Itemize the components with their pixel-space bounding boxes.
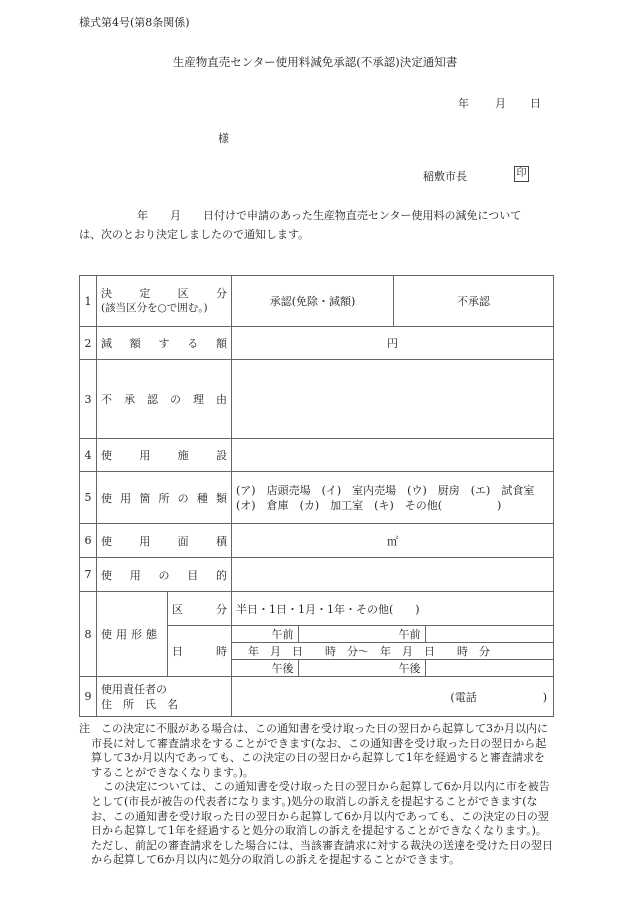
row-label: 不 承 認 の 理 由	[97, 360, 232, 439]
note-paragraph-2-text: この決定については、この通知書を受け取った日の翌日から起算して6か月以内に市を被告として(市長が被告の代表者になります。)処分の取消しの訴えを提起することができます(なお、この通知書を受け取った日の翌日から起算して6か月以内であっても、この決定の日の翌日から起算して1年を経過すると処分の取消しの訴えを提起することができなくなります。)。ただし、前記の審査請求をした場合には、当該審査請求に対する裁決の送達を受けた日の翌日から起算して6か月以内に処分の取消しの訴えを提起することができます。	[91, 780, 553, 867]
am-spacer	[425, 626, 553, 643]
row-label: 使 用 面 積	[97, 524, 232, 558]
end-pm[interactable]: 午後	[298, 660, 425, 677]
addressee-suffix: 様	[218, 132, 229, 145]
responsible-person-field[interactable]	[232, 677, 554, 717]
usage-area-options-2: (オ) 倉庫 (カ) 加工室 (キ) その他( )	[236, 498, 502, 512]
table-row	[80, 327, 554, 360]
intro-line-2: は、次のとおり決定しましたので通知します。	[79, 228, 310, 241]
start-am[interactable]: 午前	[232, 626, 298, 643]
option-approved[interactable]: 承認(免除・減額)	[232, 276, 394, 327]
row-number: 3	[80, 360, 97, 439]
legal-note	[79, 722, 555, 868]
reduction-amount-field[interactable]: 円	[232, 327, 554, 360]
table-row	[80, 360, 554, 439]
date-month: 月	[495, 97, 506, 110]
row-number: 2	[80, 327, 97, 360]
seal-icon: 印	[514, 166, 529, 182]
form-number: 様式第4号(第8条関係)	[79, 16, 190, 29]
datetime-field[interactable]	[232, 626, 554, 677]
row-number: 4	[80, 439, 97, 472]
row-label	[97, 677, 232, 717]
datetime-grid	[232, 626, 553, 676]
responsible-label-1: 使用責任者の	[101, 682, 167, 696]
row-number: 7	[80, 558, 97, 592]
option-rejected[interactable]: 不承認	[394, 276, 554, 327]
pm-spacer	[425, 660, 553, 677]
row-label	[97, 276, 232, 327]
datetime-label: 日 時	[168, 626, 232, 677]
intro-line-1: 年 月 日付けで申請のあった生産物直売センター使用料の減免について	[137, 209, 522, 222]
note-paragraph-2	[79, 780, 555, 868]
table-row	[80, 472, 554, 524]
usage-area-type-field[interactable]	[232, 472, 554, 524]
rejection-reason-field[interactable]	[232, 360, 554, 439]
document-title: 生産物直売センター使用料減免承認(不承認)決定通知書	[172, 55, 458, 69]
decision-table	[79, 275, 554, 717]
table-row	[80, 439, 554, 472]
date-day: 日	[530, 97, 541, 110]
note-paragraph-1: 注 この決定に不服がある場合は、この通知書を受け取った日の翌日から起算して3か月以内に市長に対して審査請求をすることができます(なお、この通知書を受け取った日の翌日から起算して3か月以内であっても、この決定の日の翌日から起算して1年を経過すると審査請求をすることができなくなります。)。	[79, 722, 548, 779]
decision-sublabel: (該当区分を○で囲む。)	[101, 302, 208, 314]
start-pm[interactable]: 午後	[232, 660, 298, 677]
facility-field[interactable]	[232, 439, 554, 472]
row-label: 使 用 施 設	[97, 439, 232, 472]
end-am[interactable]: 午前	[298, 626, 425, 643]
time-range[interactable]: 年 月 日 時 分〜 年 月 日 時 分	[232, 643, 553, 660]
category-label: 区 分	[168, 592, 232, 626]
row-number: 8	[80, 592, 97, 677]
table-row	[80, 592, 554, 626]
row-label: 使用箇所の種類	[97, 472, 232, 524]
row-number: 6	[80, 524, 97, 558]
intro-text	[79, 206, 554, 244]
row-number: 5	[80, 472, 97, 524]
row-label: 使用形態	[97, 592, 168, 677]
row-number: 1	[80, 276, 97, 327]
usage-area-size-field[interactable]: ㎡	[232, 524, 554, 558]
usage-area-options-1: (ア) 店頭売場 (イ) 室内売場 (ウ) 厨房 (エ) 試食室	[236, 483, 535, 497]
table-row	[80, 677, 554, 717]
usage-purpose-field[interactable]	[232, 558, 554, 592]
issuer-name: 稲敷市長	[423, 170, 467, 183]
table-row	[80, 524, 554, 558]
date-year: 年	[458, 97, 469, 110]
row-number: 9	[80, 677, 97, 717]
usage-category-field[interactable]: 半日・1日・1月・1年・その他( )	[232, 592, 554, 626]
table-row	[80, 558, 554, 592]
row-label: 減 額 す る 額	[97, 327, 232, 360]
phone-field: (電話 )	[450, 690, 548, 704]
table-row	[80, 276, 554, 327]
decision-label: 決 定 区 分	[101, 287, 228, 300]
row-label: 使 用 の 目 的	[97, 558, 232, 592]
responsible-label-2: 住 所 氏 名	[101, 697, 178, 711]
